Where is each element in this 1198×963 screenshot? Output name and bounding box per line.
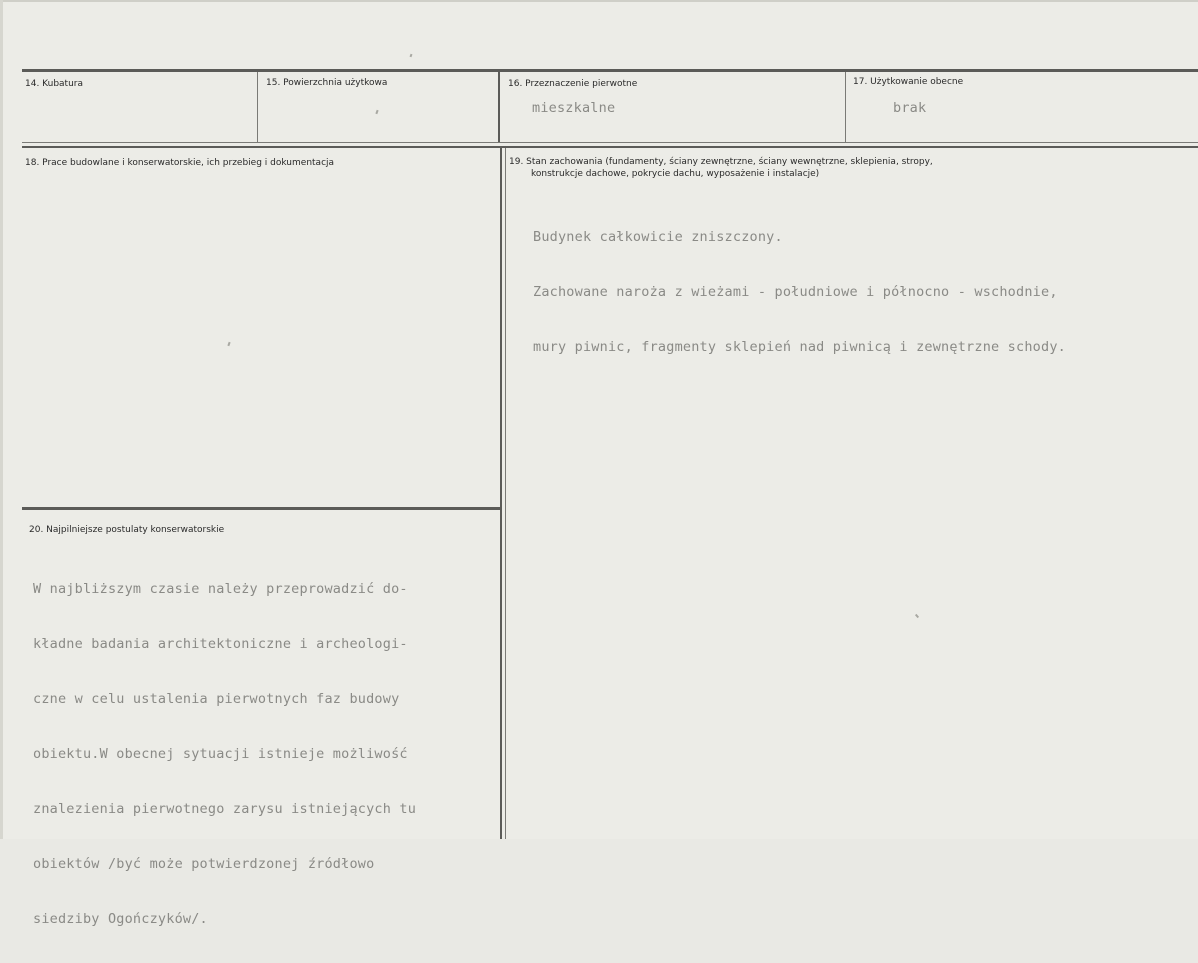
field-19-line: mury piwnic, fragmenty sklepień nad piwnicą i zewnętrzne schody.	[533, 339, 1066, 355]
field-16-label: 16. Przeznaczenie pierwotne	[508, 79, 638, 89]
field-20-line: obiektów /być może potwierdzonej źródłowo	[33, 856, 375, 872]
row2-top-rule	[22, 146, 1198, 148]
field-20-line: kładne badania architektoniczne i archeologi-	[33, 636, 408, 652]
field-19-label-line2: konstrukcje dachowe, pokrycie dachu, wyposażenie i instalacje)	[531, 169, 820, 179]
divider-14-15	[257, 72, 258, 142]
field-19-line: Zachowane naroża z wieżami - południowe i północno - wschodnie,	[533, 284, 1058, 300]
field-18-label: 18. Prace budowlane i konserwatorskie, ich przebieg i dokumentacja	[25, 158, 335, 168]
paper-speck	[915, 614, 919, 618]
field-17-label: 17. Użytkowanie obecne	[853, 77, 964, 87]
row1-bottom-rule	[22, 142, 1198, 143]
field-17-value: brak	[893, 100, 927, 116]
field-20-line: siedziby Ogończyków/.	[33, 911, 208, 927]
paper-speck	[227, 342, 230, 346]
paper-speck	[375, 110, 378, 114]
card-top-edge	[0, 0, 1198, 2]
divider-16-17	[845, 72, 846, 142]
field-19-text	[533, 194, 1066, 391]
card-left-edge	[0, 0, 3, 839]
field-20-line: czne w celu ustalenia pierwotnych faz budowy	[33, 691, 400, 707]
field-20-label: 20. Najpilniejsze postulaty konserwatorskie	[29, 525, 225, 535]
section-18-20-rule	[22, 507, 500, 510]
field-14-label: 14. Kubatura	[25, 79, 84, 89]
field-16-value: mieszkalne	[532, 100, 616, 116]
field-20-line: W najbliższym czasie należy przeprowadzić do-	[33, 581, 408, 597]
field-19-line: Budynek całkowicie zniszczony.	[533, 229, 783, 245]
paper-speck	[410, 54, 413, 58]
divider-15-16	[498, 72, 500, 142]
field-19-label-line1: 19. Stan zachowania (fundamenty, ściany zewnętrzne, ściany wewnętrzne, sklepienia, stropy,	[509, 157, 933, 167]
main-vertical-divider	[500, 146, 502, 839]
field-20-line: znalezienia pierwotnego zarysu istniejących tu	[33, 801, 417, 817]
field-15-label: 15. Powierzchnia użytkowa	[266, 78, 388, 88]
top-rule	[22, 69, 1198, 72]
field-20-text	[33, 546, 416, 963]
field-20-line: obiektu.W obecnej sytuacji istnieje możliwość	[33, 746, 408, 762]
main-vertical-divider-inner	[505, 148, 506, 839]
